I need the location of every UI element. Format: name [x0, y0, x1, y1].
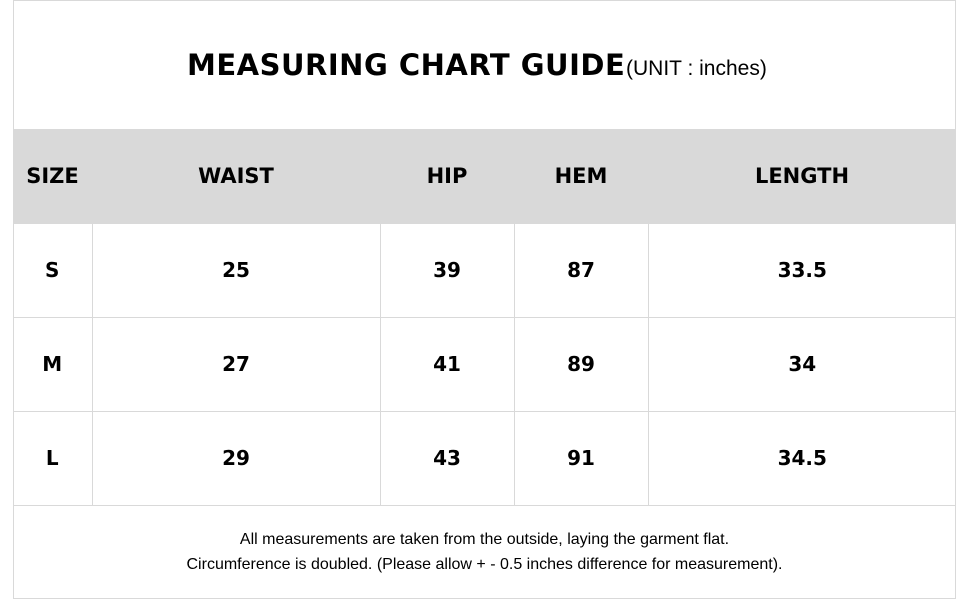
table-row: [13, 223, 956, 317]
header-row: [13, 129, 956, 223]
cell-hem: 91: [514, 411, 648, 505]
cell-hip: 43: [380, 411, 514, 505]
header-waist: WAIST: [198, 163, 274, 188]
cell-waist: 27: [92, 317, 380, 411]
cell-length: 34: [648, 317, 956, 411]
note-line-1: All measurements are taken from the outside, laying the garment flat.: [239, 531, 730, 548]
header-hip: HIP: [426, 163, 468, 188]
measurement-notes: [13, 506, 956, 599]
header-hem: HEM: [554, 163, 608, 188]
cell-size: L: [13, 411, 92, 505]
header-size: SIZE: [26, 163, 79, 188]
cell-size: S: [13, 223, 92, 317]
cell-hem: 89: [514, 317, 648, 411]
cell-waist: 25: [92, 223, 380, 317]
cell-hem: 87: [514, 223, 648, 317]
cell-length: 34.5: [648, 411, 956, 505]
cell-waist: 29: [92, 411, 380, 505]
cell-length: 33.5: [648, 223, 956, 317]
cell-hip: 41: [380, 317, 514, 411]
unit-label: (UNIT : inches): [626, 57, 767, 80]
page-title: MEASURING CHART GUIDE: [187, 48, 626, 82]
size-chart-table: [13, 129, 956, 506]
cell-size: M: [13, 317, 92, 411]
cell-hip: 39: [380, 223, 514, 317]
table-row: [13, 317, 956, 411]
table-row: [13, 411, 956, 505]
note-line-2: Circumference is doubled. (Please allow + - 0.5 inches difference for measurement).: [186, 556, 783, 573]
header-length: LENGTH: [754, 163, 850, 188]
